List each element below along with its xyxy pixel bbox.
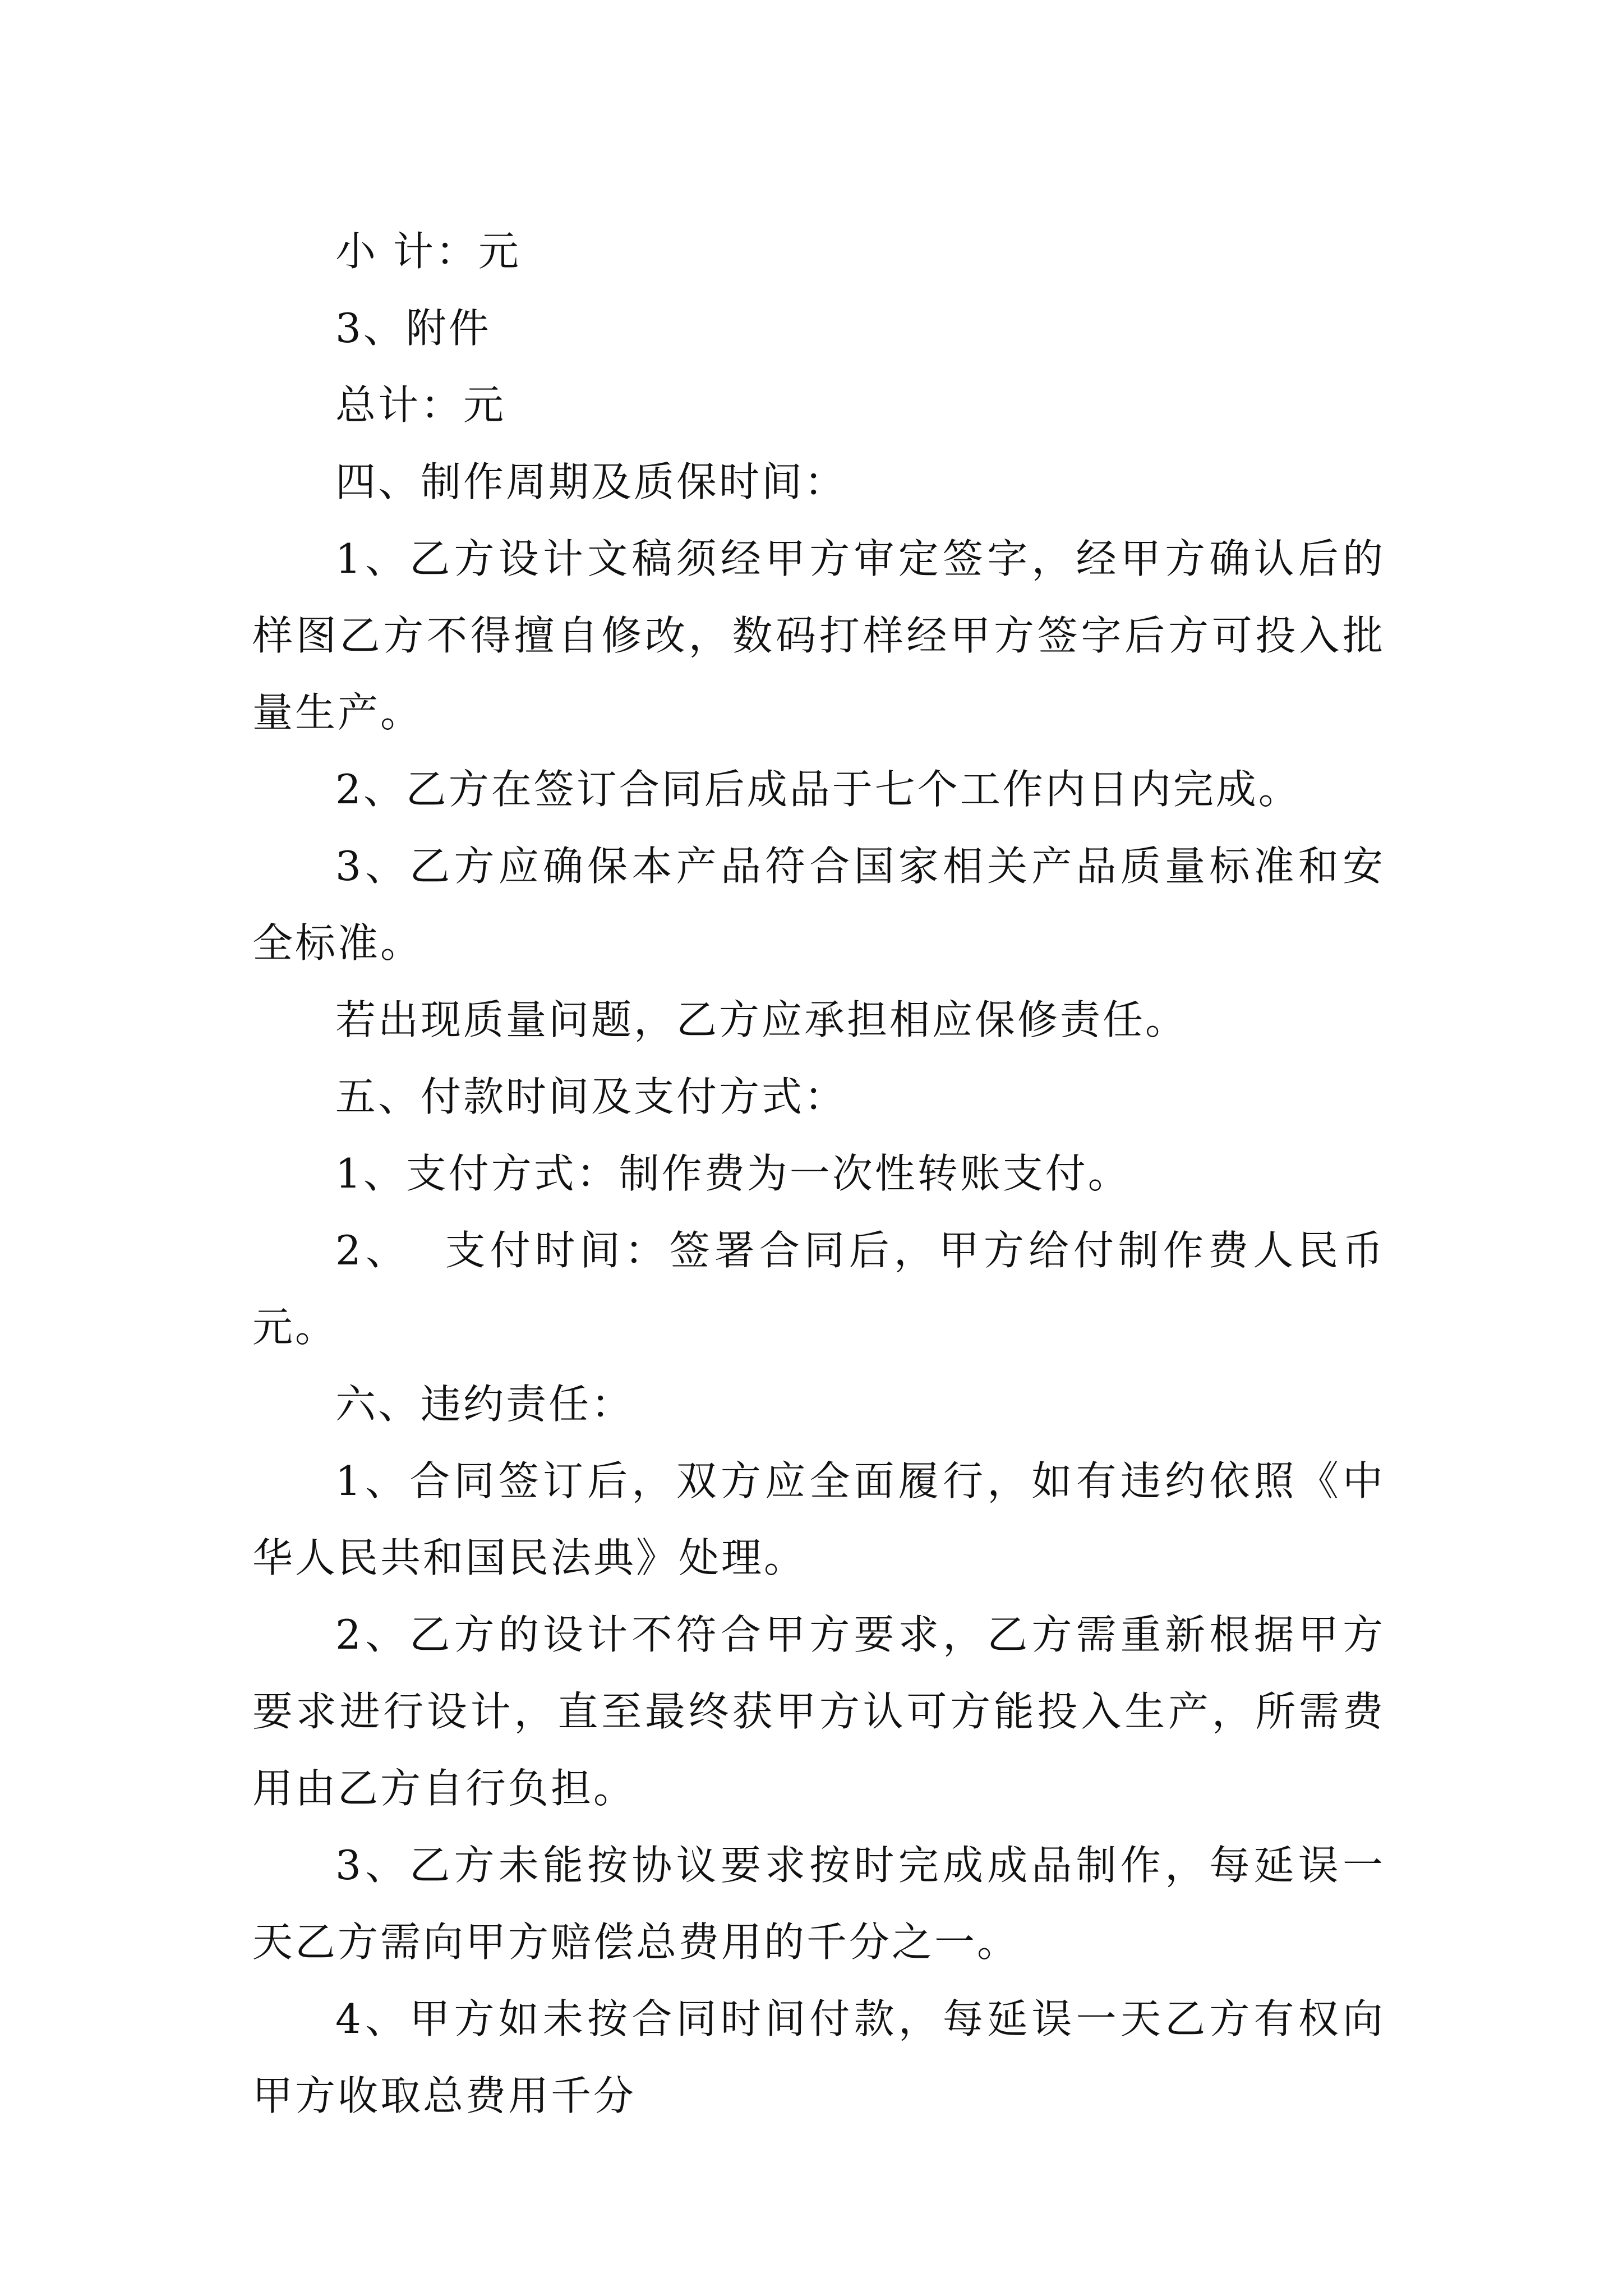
paragraph-design-revision: 2、乙方的设计不符合甲方要求，乙方需重新根据甲方要求进行设计，直至最终获甲方认可方能投入生产，所需费用由乙方自行负担。 bbox=[252, 1611, 1385, 1812]
paragraph-late-payment: 4、甲方如未按合同时间付款，每延误一天乙方有权向甲方收取总费用千分 bbox=[252, 1995, 1385, 2119]
paragraph-payment-method: 1、支付方式：制作费为一次性转账支付。 bbox=[335, 1150, 1131, 1197]
section-heading-liability: 六、违约责任： bbox=[335, 1381, 634, 1428]
paragraph-quality-standard: 3、乙方应确保本产品符合国家相关产品质量标准和安全标准。 bbox=[252, 843, 1385, 967]
paragraph-design-approval: 1、乙方设计文稿须经甲方审定签字，经甲方确认后的样图乙方不得擅自修改，数码打样经甲方签字后方可投入批量生产。 bbox=[252, 535, 1385, 736]
paragraph-completion-time: 2、乙方在签订合同后成品于七个工作内日内完成。 bbox=[335, 766, 1301, 813]
contract-text-body bbox=[252, 213, 1385, 2134]
paragraph-delay-penalty: 3、乙方未能按协议要求按时完成成品制作，每延误一天乙方需向甲方赔偿总费用的千分之一。 bbox=[252, 1842, 1385, 1966]
paragraph-contract-performance: 1、合同签订后，双方应全面履行，如有违约依照《中华人民共和国民法典》处理。 bbox=[252, 1457, 1385, 1581]
paragraph-attachment: 3、附件 bbox=[335, 305, 491, 352]
paragraph-warranty: 若出现质量问题，乙方应承担相应保修责任。 bbox=[335, 996, 1188, 1043]
paragraph-payment-time: 2、 支付时间：签署合同后，甲方给付制作费人民币元。 bbox=[252, 1227, 1385, 1351]
section-heading-payment: 五、付款时间及支付方式： bbox=[335, 1073, 847, 1120]
section-heading-production-period: 四、制作周期及质保时间： bbox=[335, 458, 847, 505]
paragraph-total: 总计：元 bbox=[335, 381, 506, 429]
paragraph-subtotal: 小 计：元 bbox=[335, 228, 521, 275]
